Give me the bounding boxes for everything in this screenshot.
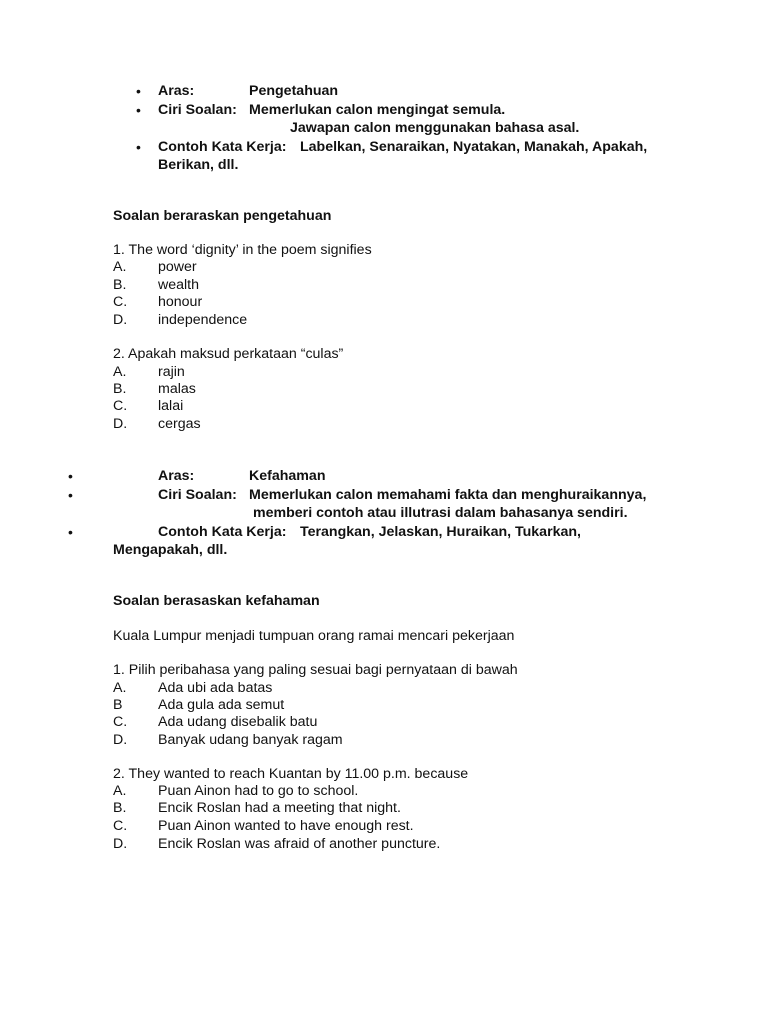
- option-text: Encik Roslan was afraid of another puncture.: [158, 836, 441, 852]
- option-letter: D.: [113, 312, 128, 328]
- option-letter: C.: [113, 714, 128, 730]
- option-letter: B.: [113, 381, 127, 397]
- bullet-dot: •: [68, 524, 73, 540]
- question-stem: 1. The word ‘dignity’ in the poem signifies: [113, 242, 372, 258]
- aras-value: Pengetahuan: [249, 83, 339, 99]
- option-letter: A.: [113, 364, 127, 380]
- option-letter: D.: [113, 836, 128, 852]
- bullet-dot: •: [136, 139, 141, 155]
- option-text: rajin: [158, 364, 185, 380]
- ciri-soalan-label: Ciri Soalan:: [158, 487, 237, 503]
- statement: Kuala Lumpur menjadi tumpuan orang ramai mencari pekerjaan: [113, 628, 515, 644]
- contoh-kata-kerja-value: Terangkan, Jelaskan, Huraikan, Tukarkan,: [300, 524, 581, 540]
- aras-label: Aras:: [158, 83, 195, 99]
- contoh-kata-kerja-label: Contoh Kata Kerja:: [158, 524, 287, 540]
- aras-value: Kefahaman: [249, 468, 326, 484]
- option-letter: B.: [113, 800, 127, 816]
- option-text: wealth: [158, 277, 200, 293]
- option-text: Ada udang disebalik batu: [158, 714, 318, 730]
- question-stem: 2. They wanted to reach Kuantan by 11.00 p.m. because: [113, 766, 469, 782]
- option-text: cergas: [158, 416, 201, 432]
- option-text: Puan Ainon wanted to have enough rest.: [158, 818, 414, 834]
- bullet-dot: •: [136, 102, 141, 118]
- option-letter: B.: [113, 277, 127, 293]
- option-letter: B: [113, 697, 123, 713]
- option-letter: C.: [113, 398, 128, 414]
- option-text: Ada gula ada semut: [158, 697, 285, 713]
- option-letter: C.: [113, 818, 128, 834]
- option-letter: A.: [113, 783, 127, 799]
- bullet-dot: •: [68, 468, 73, 484]
- question-stem: 1. Pilih peribahasa yang paling sesuai bagi pernyataan di bawah: [113, 662, 518, 678]
- contoh-kata-kerja-value-line2: Mengapakah, dll.: [113, 542, 228, 558]
- bullet-dot: •: [68, 487, 73, 503]
- aras-label: Aras:: [158, 468, 195, 484]
- option-text: Ada ubi ada batas: [158, 680, 273, 696]
- option-text: power: [158, 259, 197, 275]
- section-heading: Soalan beraraskan pengetahuan: [113, 208, 332, 224]
- question-stem: 2. Apakah maksud perkataan “culas”: [113, 346, 344, 362]
- contoh-kata-kerja-value-line2: Berikan, dll.: [158, 157, 239, 173]
- option-text: Banyak udang banyak ragam: [158, 732, 343, 748]
- option-letter: C.: [113, 294, 128, 310]
- option-text: Encik Roslan had a meeting that night.: [158, 800, 401, 816]
- ciri-soalan-value: Memerlukan calon memahami fakta dan menghuraikannya,: [249, 487, 647, 503]
- ciri-soalan-value: Memerlukan calon mengingat semula.: [249, 102, 506, 118]
- option-letter: A.: [113, 259, 127, 275]
- option-text: lalai: [158, 398, 184, 414]
- contoh-kata-kerja-label: Contoh Kata Kerja:: [158, 139, 287, 155]
- section-heading: Soalan berasaskan kefahaman: [113, 593, 320, 609]
- contoh-kata-kerja-value: Labelkan, Senaraikan, Nyatakan, Manakah, Apakah,: [300, 139, 648, 155]
- ciri-soalan-label: Ciri Soalan:: [158, 102, 237, 118]
- option-text: malas: [158, 381, 196, 397]
- bullet-dot: •: [136, 83, 141, 99]
- option-letter: D.: [113, 732, 128, 748]
- ciri-soalan-value-line2: memberi contoh atau illutrasi dalam bahasanya sendiri.: [253, 505, 628, 521]
- option-text: honour: [158, 294, 203, 310]
- option-text: independence: [158, 312, 248, 328]
- ciri-soalan-value-line2: Jawapan calon menggunakan bahasa asal.: [290, 120, 580, 136]
- option-letter: A.: [113, 680, 127, 696]
- option-text: Puan Ainon had to go to school.: [158, 783, 359, 799]
- option-letter: D.: [113, 416, 128, 432]
